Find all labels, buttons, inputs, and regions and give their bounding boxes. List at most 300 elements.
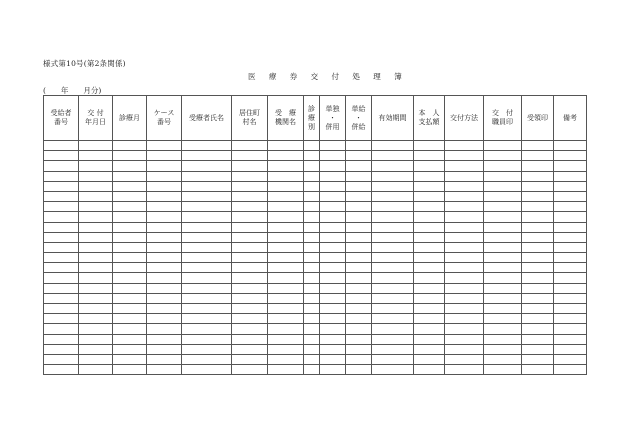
table-cell-issue-date: [79, 293, 113, 303]
table-cell-single-combined-benefit: [346, 222, 372, 232]
table-cell-delivery-method: [445, 202, 484, 212]
table-cell-issue-date: [79, 365, 113, 375]
table-cell-issuing-officer-seal: [484, 181, 522, 191]
table-cell-issue-date: [79, 222, 113, 232]
table-cell-issuing-officer-seal: [484, 334, 522, 344]
table-cell-treatment-month: [113, 212, 147, 222]
table-cell-single-combined: [320, 191, 346, 201]
table-cell-patient-name: [182, 151, 232, 161]
column-header-recipient-number: 受給者 番号: [44, 96, 79, 141]
table-cell-validity-period: [372, 344, 414, 354]
table-row: [44, 344, 587, 354]
table-cell-issuing-officer-seal: [484, 191, 522, 201]
table-cell-delivery-method: [445, 181, 484, 191]
table-cell-issue-date: [79, 151, 113, 161]
table-cell-treatment-type: [304, 242, 320, 252]
table-cell-receipt-seal: [522, 365, 554, 375]
table-cell-municipality: [232, 365, 268, 375]
table-cell-institution-name: [268, 293, 304, 303]
table-cell-patient-name: [182, 354, 232, 364]
table-cell-recipient-number: [44, 304, 79, 314]
table-cell-self-payment: [414, 263, 445, 273]
table-cell-validity-period: [372, 161, 414, 171]
table-cell-treatment-month: [113, 365, 147, 375]
table-cell-treatment-month: [113, 334, 147, 344]
table-cell-receipt-seal: [522, 283, 554, 293]
column-header-single-combined-benefit: 単給 ・ 併給: [346, 96, 372, 141]
table-cell-self-payment: [414, 365, 445, 375]
table-cell-municipality: [232, 202, 268, 212]
table-cell-validity-period: [372, 212, 414, 222]
table-cell-case-number: [147, 334, 182, 344]
table-cell-patient-name: [182, 202, 232, 212]
table-cell-receipt-seal: [522, 191, 554, 201]
column-header-self-payment: 本 人 支払額: [414, 96, 445, 141]
table-cell-institution-name: [268, 171, 304, 181]
column-header-receipt-seal: 受領印: [522, 96, 554, 141]
table-cell-delivery-method: [445, 304, 484, 314]
table-cell-remarks: [554, 242, 587, 252]
table-cell-remarks: [554, 324, 587, 334]
table-cell-case-number: [147, 293, 182, 303]
table-cell-single-combined-benefit: [346, 161, 372, 171]
table-cell-single-combined-benefit: [346, 314, 372, 324]
table-cell-single-combined: [320, 283, 346, 293]
table-cell-receipt-seal: [522, 222, 554, 232]
table-cell-validity-period: [372, 283, 414, 293]
table-cell-institution-name: [268, 151, 304, 161]
table-cell-delivery-method: [445, 141, 484, 151]
column-header-case-number: ケース 番号: [147, 96, 182, 141]
table-cell-self-payment: [414, 212, 445, 222]
table-cell-patient-name: [182, 222, 232, 232]
table-cell-treatment-type: [304, 293, 320, 303]
table-cell-treatment-month: [113, 191, 147, 201]
table-cell-validity-period: [372, 181, 414, 191]
table-cell-delivery-method: [445, 222, 484, 232]
table-cell-single-combined-benefit: [346, 191, 372, 201]
table-cell-single-combined-benefit: [346, 344, 372, 354]
table-cell-treatment-type: [304, 232, 320, 242]
table-cell-single-combined: [320, 171, 346, 181]
table-cell-patient-name: [182, 181, 232, 191]
ledger-body: [44, 141, 587, 375]
table-cell-single-combined: [320, 161, 346, 171]
table-cell-recipient-number: [44, 191, 79, 201]
table-cell-treatment-month: [113, 141, 147, 151]
table-cell-issuing-officer-seal: [484, 253, 522, 263]
table-cell-single-combined-benefit: [346, 181, 372, 191]
column-header-issue-date: 交 付 年月日: [79, 96, 113, 141]
table-cell-validity-period: [372, 354, 414, 364]
table-cell-self-payment: [414, 242, 445, 252]
table-cell-single-combined-benefit: [346, 253, 372, 263]
table-cell-municipality: [232, 161, 268, 171]
table-cell-delivery-method: [445, 314, 484, 324]
table-cell-single-combined: [320, 242, 346, 252]
table-cell-receipt-seal: [522, 304, 554, 314]
table-cell-delivery-method: [445, 283, 484, 293]
table-cell-treatment-month: [113, 304, 147, 314]
table-cell-issuing-officer-seal: [484, 283, 522, 293]
table-cell-remarks: [554, 283, 587, 293]
table-cell-validity-period: [372, 263, 414, 273]
table-cell-recipient-number: [44, 212, 79, 222]
table-cell-case-number: [147, 365, 182, 375]
table-cell-recipient-number: [44, 202, 79, 212]
table-cell-issuing-officer-seal: [484, 344, 522, 354]
table-cell-issue-date: [79, 161, 113, 171]
table-cell-issue-date: [79, 181, 113, 191]
column-header-validity-period: 有効期間: [372, 96, 414, 141]
table-row: [44, 324, 587, 334]
table-cell-receipt-seal: [522, 354, 554, 364]
table-row: [44, 365, 587, 375]
ledger-header: [44, 96, 587, 141]
table-cell-single-combined-benefit: [346, 151, 372, 161]
table-cell-recipient-number: [44, 151, 79, 161]
table-cell-municipality: [232, 242, 268, 252]
table-cell-treatment-type: [304, 334, 320, 344]
table-cell-treatment-month: [113, 354, 147, 364]
table-cell-issuing-officer-seal: [484, 212, 522, 222]
table-cell-self-payment: [414, 222, 445, 232]
table-cell-issue-date: [79, 242, 113, 252]
ledger-table: [43, 95, 587, 375]
table-cell-self-payment: [414, 141, 445, 151]
table-cell-institution-name: [268, 253, 304, 263]
table-cell-issue-date: [79, 171, 113, 181]
table-row: [44, 314, 587, 324]
table-cell-issuing-officer-seal: [484, 365, 522, 375]
table-cell-municipality: [232, 344, 268, 354]
table-cell-municipality: [232, 222, 268, 232]
table-cell-issuing-officer-seal: [484, 293, 522, 303]
table-cell-single-combined: [320, 314, 346, 324]
table-cell-institution-name: [268, 273, 304, 283]
table-cell-recipient-number: [44, 171, 79, 181]
table-cell-treatment-type: [304, 202, 320, 212]
table-cell-patient-name: [182, 324, 232, 334]
table-cell-case-number: [147, 222, 182, 232]
table-cell-case-number: [147, 171, 182, 181]
table-cell-recipient-number: [44, 344, 79, 354]
table-cell-single-combined-benefit: [346, 242, 372, 252]
table-cell-delivery-method: [445, 354, 484, 364]
table-cell-receipt-seal: [522, 171, 554, 181]
table-cell-treatment-month: [113, 181, 147, 191]
table-cell-case-number: [147, 232, 182, 242]
table-cell-receipt-seal: [522, 253, 554, 263]
table-cell-delivery-method: [445, 191, 484, 201]
form-number-label: 様式第10号(第2条関係): [43, 59, 126, 68]
table-cell-institution-name: [268, 324, 304, 334]
table-cell-receipt-seal: [522, 232, 554, 242]
table-cell-single-combined-benefit: [346, 171, 372, 181]
table-cell-single-combined-benefit: [346, 324, 372, 334]
table-cell-patient-name: [182, 344, 232, 354]
table-cell-single-combined: [320, 293, 346, 303]
table-cell-issue-date: [79, 344, 113, 354]
table-cell-remarks: [554, 304, 587, 314]
table-cell-single-combined-benefit: [346, 273, 372, 283]
table-cell-self-payment: [414, 191, 445, 201]
table-row: [44, 212, 587, 222]
table-cell-single-combined-benefit: [346, 334, 372, 344]
table-cell-validity-period: [372, 141, 414, 151]
table-cell-treatment-type: [304, 181, 320, 191]
table-cell-issuing-officer-seal: [484, 273, 522, 283]
table-row: [44, 141, 587, 151]
table-cell-self-payment: [414, 273, 445, 283]
table-cell-issuing-officer-seal: [484, 171, 522, 181]
table-cell-issue-date: [79, 212, 113, 222]
table-cell-single-combined-benefit: [346, 304, 372, 314]
table-cell-recipient-number: [44, 334, 79, 344]
table-row: [44, 354, 587, 364]
table-cell-delivery-method: [445, 242, 484, 252]
table-cell-receipt-seal: [522, 202, 554, 212]
table-cell-delivery-method: [445, 263, 484, 273]
table-cell-municipality: [232, 212, 268, 222]
table-cell-remarks: [554, 253, 587, 263]
table-cell-single-combined-benefit: [346, 212, 372, 222]
table-cell-validity-period: [372, 334, 414, 344]
column-header-treatment-type: 診 療 別: [304, 96, 320, 141]
table-cell-treatment-month: [113, 242, 147, 252]
table-cell-institution-name: [268, 354, 304, 364]
table-cell-delivery-method: [445, 171, 484, 181]
table-cell-remarks: [554, 263, 587, 273]
table-row: [44, 151, 587, 161]
table-cell-institution-name: [268, 242, 304, 252]
table-cell-institution-name: [268, 263, 304, 273]
table-cell-treatment-month: [113, 314, 147, 324]
table-cell-treatment-type: [304, 191, 320, 201]
table-cell-recipient-number: [44, 354, 79, 364]
table-cell-patient-name: [182, 253, 232, 263]
table-cell-recipient-number: [44, 324, 79, 334]
table-cell-validity-period: [372, 273, 414, 283]
table-cell-treatment-type: [304, 324, 320, 334]
table-cell-validity-period: [372, 324, 414, 334]
table-cell-institution-name: [268, 202, 304, 212]
table-cell-single-combined-benefit: [346, 293, 372, 303]
table-cell-self-payment: [414, 232, 445, 242]
table-row: [44, 253, 587, 263]
table-cell-issue-date: [79, 354, 113, 364]
table-cell-recipient-number: [44, 232, 79, 242]
table-cell-institution-name: [268, 141, 304, 151]
table-cell-issue-date: [79, 334, 113, 344]
table-cell-single-combined: [320, 334, 346, 344]
table-cell-issue-date: [79, 273, 113, 283]
table-cell-single-combined: [320, 354, 346, 364]
table-cell-case-number: [147, 202, 182, 212]
table-cell-remarks: [554, 191, 587, 201]
table-cell-municipality: [232, 304, 268, 314]
table-cell-delivery-method: [445, 151, 484, 161]
table-row: [44, 181, 587, 191]
table-cell-delivery-method: [445, 212, 484, 222]
table-cell-patient-name: [182, 263, 232, 273]
table-cell-self-payment: [414, 314, 445, 324]
table-cell-single-combined: [320, 253, 346, 263]
table-cell-single-combined-benefit: [346, 202, 372, 212]
table-row: [44, 232, 587, 242]
table-cell-municipality: [232, 232, 268, 242]
table-cell-treatment-month: [113, 151, 147, 161]
table-cell-patient-name: [182, 304, 232, 314]
table-cell-delivery-method: [445, 365, 484, 375]
table-cell-issue-date: [79, 304, 113, 314]
table-cell-remarks: [554, 222, 587, 232]
table-cell-recipient-number: [44, 141, 79, 151]
table-cell-delivery-method: [445, 334, 484, 344]
table-cell-patient-name: [182, 141, 232, 151]
table-cell-recipient-number: [44, 365, 79, 375]
table-cell-single-combined-benefit: [346, 354, 372, 364]
table-cell-receipt-seal: [522, 314, 554, 324]
table-cell-single-combined: [320, 151, 346, 161]
table-cell-treatment-type: [304, 253, 320, 263]
table-cell-issue-date: [79, 202, 113, 212]
table-cell-treatment-type: [304, 304, 320, 314]
column-header-single-combined: 単独 ・ 併用: [320, 96, 346, 141]
table-cell-treatment-type: [304, 354, 320, 364]
table-cell-single-combined-benefit: [346, 263, 372, 273]
table-cell-receipt-seal: [522, 293, 554, 303]
table-cell-municipality: [232, 334, 268, 344]
table-cell-municipality: [232, 141, 268, 151]
table-cell-treatment-month: [113, 202, 147, 212]
table-cell-self-payment: [414, 202, 445, 212]
table-cell-receipt-seal: [522, 212, 554, 222]
table-cell-single-combined: [320, 232, 346, 242]
table-cell-issuing-officer-seal: [484, 161, 522, 171]
table-cell-patient-name: [182, 242, 232, 252]
table-cell-institution-name: [268, 304, 304, 314]
table-cell-municipality: [232, 293, 268, 303]
table-cell-remarks: [554, 161, 587, 171]
table-cell-receipt-seal: [522, 181, 554, 191]
table-cell-municipality: [232, 181, 268, 191]
table-cell-municipality: [232, 263, 268, 273]
table-row: [44, 222, 587, 232]
table-cell-patient-name: [182, 212, 232, 222]
table-cell-self-payment: [414, 171, 445, 181]
table-cell-single-combined-benefit: [346, 141, 372, 151]
table-cell-receipt-seal: [522, 324, 554, 334]
table-cell-self-payment: [414, 304, 445, 314]
table-cell-self-payment: [414, 354, 445, 364]
table-cell-remarks: [554, 344, 587, 354]
table-cell-delivery-method: [445, 273, 484, 283]
table-cell-validity-period: [372, 232, 414, 242]
table-cell-single-combined: [320, 263, 346, 273]
table-cell-institution-name: [268, 191, 304, 201]
table-cell-institution-name: [268, 161, 304, 171]
table-cell-treatment-type: [304, 283, 320, 293]
table-cell-institution-name: [268, 344, 304, 354]
table-row: [44, 263, 587, 273]
table-cell-institution-name: [268, 232, 304, 242]
table-row: [44, 242, 587, 252]
table-cell-self-payment: [414, 181, 445, 191]
table-cell-institution-name: [268, 334, 304, 344]
table-cell-recipient-number: [44, 253, 79, 263]
table-cell-delivery-method: [445, 253, 484, 263]
table-row: [44, 304, 587, 314]
table-cell-institution-name: [268, 222, 304, 232]
table-cell-treatment-type: [304, 222, 320, 232]
table-cell-validity-period: [372, 191, 414, 201]
table-cell-treatment-type: [304, 273, 320, 283]
table-cell-receipt-seal: [522, 334, 554, 344]
table-cell-treatment-type: [304, 365, 320, 375]
table-cell-issuing-officer-seal: [484, 232, 522, 242]
table-cell-remarks: [554, 354, 587, 364]
table-cell-recipient-number: [44, 263, 79, 273]
table-cell-case-number: [147, 263, 182, 273]
table-cell-issue-date: [79, 283, 113, 293]
table-cell-treatment-type: [304, 212, 320, 222]
table-cell-issuing-officer-seal: [484, 304, 522, 314]
table-cell-case-number: [147, 324, 182, 334]
table-cell-municipality: [232, 151, 268, 161]
table-cell-issuing-officer-seal: [484, 141, 522, 151]
table-cell-municipality: [232, 171, 268, 181]
table-cell-municipality: [232, 191, 268, 201]
table-cell-receipt-seal: [522, 141, 554, 151]
table-cell-remarks: [554, 181, 587, 191]
table-cell-institution-name: [268, 181, 304, 191]
table-cell-self-payment: [414, 283, 445, 293]
table-cell-delivery-method: [445, 324, 484, 334]
column-header-delivery-method: 交付方法: [445, 96, 484, 141]
table-cell-validity-period: [372, 253, 414, 263]
table-cell-case-number: [147, 344, 182, 354]
table-cell-remarks: [554, 171, 587, 181]
table-cell-patient-name: [182, 314, 232, 324]
table-cell-case-number: [147, 181, 182, 191]
table-cell-issue-date: [79, 253, 113, 263]
table-cell-issuing-officer-seal: [484, 263, 522, 273]
table-cell-treatment-month: [113, 344, 147, 354]
table-cell-treatment-month: [113, 232, 147, 242]
table-cell-recipient-number: [44, 273, 79, 283]
table-cell-delivery-method: [445, 232, 484, 242]
table-cell-single-combined: [320, 365, 346, 375]
table-cell-remarks: [554, 365, 587, 375]
table-cell-case-number: [147, 273, 182, 283]
table-cell-case-number: [147, 354, 182, 364]
table-cell-issue-date: [79, 324, 113, 334]
table-cell-institution-name: [268, 212, 304, 222]
document-title: 医 療 券 交 付 処 理 簿: [248, 72, 405, 81]
table-cell-institution-name: [268, 365, 304, 375]
table-cell-single-combined: [320, 141, 346, 151]
period-label: ( 年 月分): [43, 86, 102, 95]
table-row: [44, 273, 587, 283]
table-row: [44, 202, 587, 212]
table-cell-case-number: [147, 283, 182, 293]
table-cell-recipient-number: [44, 314, 79, 324]
table-cell-validity-period: [372, 171, 414, 181]
table-row: [44, 191, 587, 201]
table-cell-self-payment: [414, 253, 445, 263]
table-cell-treatment-month: [113, 324, 147, 334]
